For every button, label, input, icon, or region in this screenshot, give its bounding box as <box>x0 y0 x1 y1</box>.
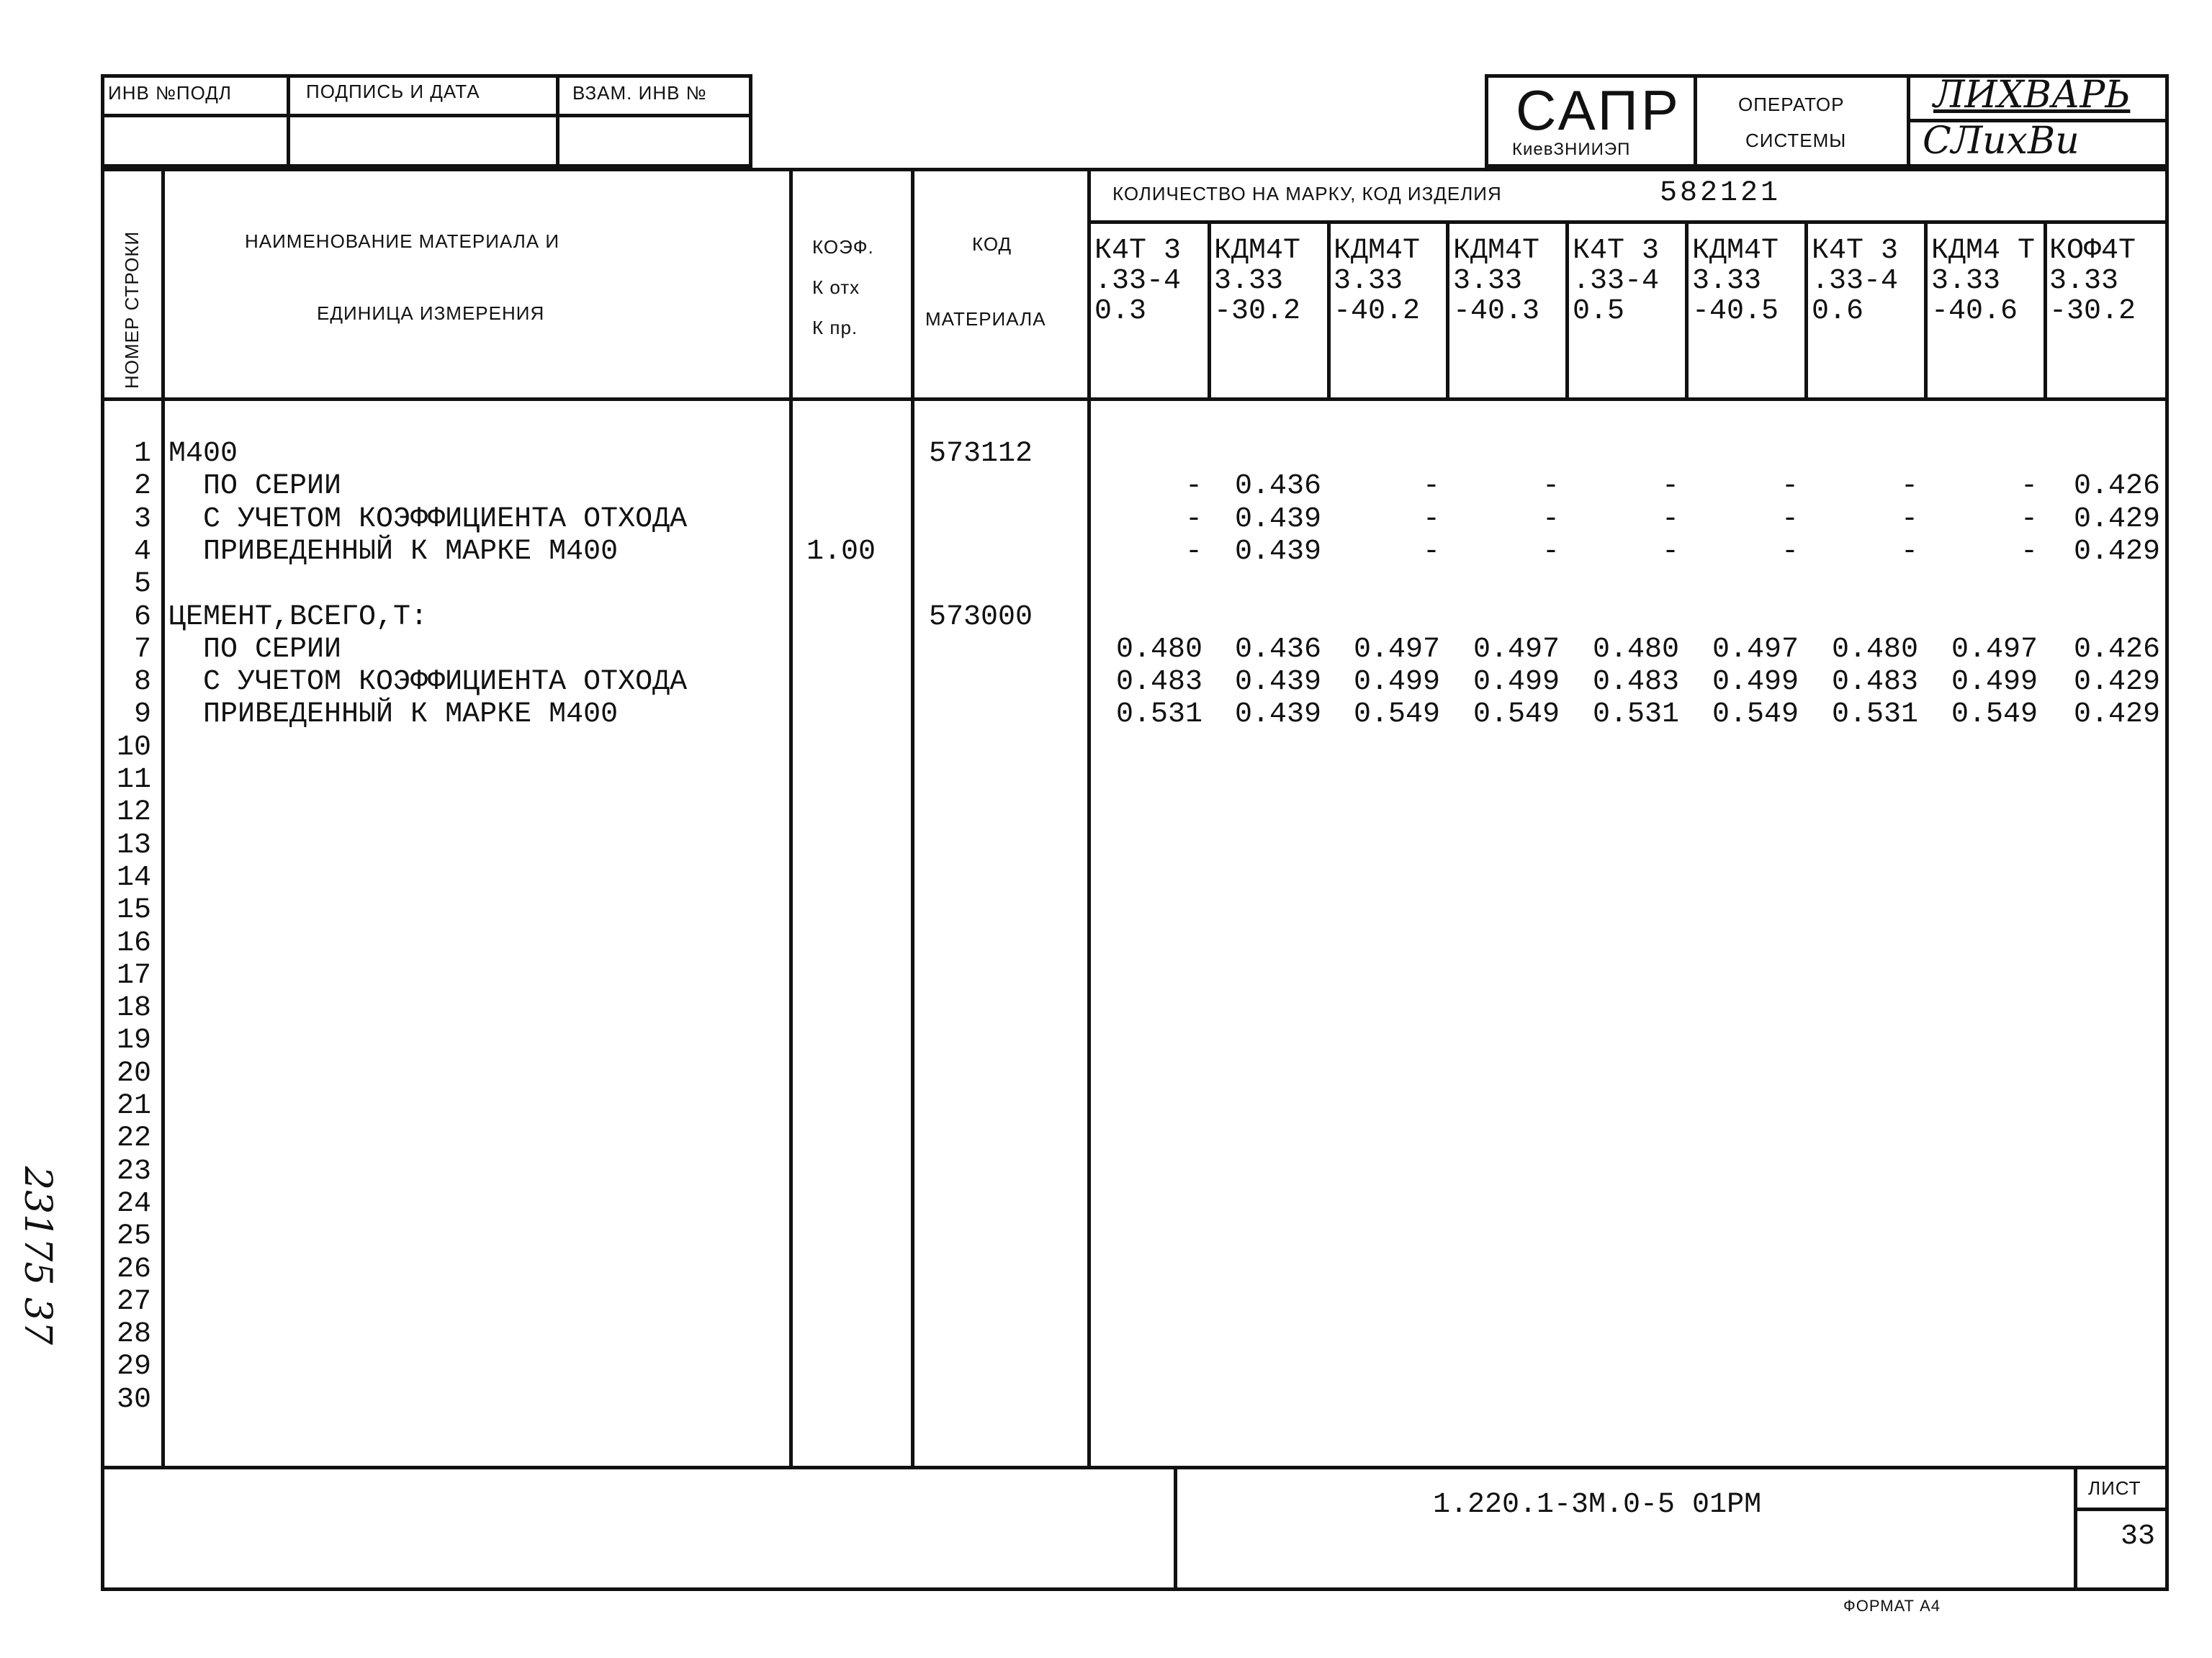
material-name: ЦЕМЕНТ,ВСЕГО,Т: <box>168 600 428 634</box>
row-number: 19 <box>116 1024 151 1058</box>
row-number: 9 <box>133 698 151 731</box>
footer-sheet-label: ЛИСТ <box>2088 1477 2141 1499</box>
quantity-cell: - <box>1422 535 1440 568</box>
quantity-cell: 0.439 <box>1234 698 1321 731</box>
quantity-cell: 0.429 <box>2073 666 2160 699</box>
qty-header-divider <box>1087 220 2169 224</box>
material-name: М400 <box>168 438 238 470</box>
quantity-cell: 0.497 <box>1473 633 1560 666</box>
quantity-cell: - <box>1781 535 1799 568</box>
sapr-title: САПР <box>1516 78 1681 142</box>
row-number: 12 <box>116 796 151 829</box>
header-coef-line3: К пр. <box>812 317 858 338</box>
header-qty-label: КОЛИЧЕСТВО НА МАРКУ, КОД ИЗДЕЛИЯ <box>1112 183 1502 204</box>
quantity-cell: - <box>2020 503 2038 536</box>
row-number: 10 <box>116 731 151 764</box>
material-name: С УЧЕТОМ КОЭФФИЦИЕНТА ОТХОДА <box>168 503 688 536</box>
quantity-cell: 0.429 <box>2073 698 2160 731</box>
quantity-cell: 0.549 <box>1712 698 1799 731</box>
quantity-cell: - <box>1661 503 1679 536</box>
row-number: 3 <box>133 503 151 536</box>
quantity-cell: 0.531 <box>1831 698 1918 731</box>
quantity-cell: - <box>1422 470 1440 503</box>
sapr-operator-name: ЛИХВАРЬ <box>1933 73 2131 117</box>
row-number: 16 <box>116 927 151 960</box>
sapr-org: КиевЗНИИЭП <box>1512 140 1631 159</box>
header-bottom-line <box>101 397 2169 401</box>
quantity-cell: 0.549 <box>1353 698 1440 731</box>
quantity-cell: 0.436 <box>1234 470 1321 503</box>
row-number: 29 <box>116 1351 151 1384</box>
product-column-heading: КДМ4Т 3.33 -30.2 <box>1214 235 1301 328</box>
row-number: 7 <box>133 633 151 666</box>
quantity-cell: 0.439 <box>1234 503 1321 536</box>
footer-format: ФОРМАТ А4 <box>1843 1597 1941 1615</box>
quantity-cell: - <box>2020 470 2038 503</box>
footer-divider-2 <box>2074 1466 2077 1591</box>
product-column-heading: К4Т 3 .33-4 0.5 <box>1573 235 1660 328</box>
prod-col-divider-4 <box>1565 220 1569 397</box>
sapr-operator-label-2: СИСТЕМЫ <box>1745 130 1847 151</box>
col-divider-rowno <box>161 168 165 1469</box>
product-column-heading: КДМ4Т 3.33 -40.3 <box>1453 235 1540 328</box>
row-number: 28 <box>116 1318 151 1351</box>
quantity-cell: 0.531 <box>1115 698 1202 731</box>
quantity-cell: 0.531 <box>1592 698 1679 731</box>
prod-col-divider-8 <box>2044 220 2047 397</box>
material-name: ПО СЕРИИ <box>168 633 342 666</box>
stamp-signature-date-label: ПОДПИСЬ И ДАТА <box>306 81 480 102</box>
product-column-heading: КДМ4Т 3.33 -40.2 <box>1334 235 1421 328</box>
row-number: 26 <box>116 1253 151 1286</box>
row-number: 4 <box>133 535 151 568</box>
prod-col-divider-6 <box>1804 220 1808 397</box>
row-number: 5 <box>133 568 151 601</box>
quantity-cell: 0.549 <box>1473 698 1560 731</box>
footer-divider-1 <box>1174 1466 1177 1591</box>
header-product-code: 582121 <box>1660 177 1781 209</box>
quantity-cell: - <box>1542 535 1560 568</box>
row-number: 8 <box>133 666 151 699</box>
quantity-cell: 0.497 <box>1712 633 1799 666</box>
stamp-col-divider-1 <box>287 74 290 168</box>
quantity-cell: 0.497 <box>1951 633 2038 666</box>
prod-col-divider-7 <box>1924 220 1928 397</box>
row-number: 23 <box>116 1155 151 1188</box>
quantity-cell: - <box>1422 503 1440 536</box>
material-name: С УЧЕТОМ КОЭФФИЦИЕНТА ОТХОДА <box>168 666 688 699</box>
quantity-cell: 0.480 <box>1592 633 1679 666</box>
quantity-cell: 0.436 <box>1234 633 1321 666</box>
header-coef-line1: КОЭФ. <box>812 236 874 258</box>
stamp-col-divider-2 <box>556 74 559 168</box>
quantity-cell: 0.439 <box>1234 666 1321 699</box>
footer-frame <box>101 1466 2169 1591</box>
sapr-operator-label-1: ОПЕРАТОР <box>1738 94 1845 115</box>
quantity-cell: - <box>1184 535 1202 568</box>
row-number: 1 <box>133 438 151 470</box>
quantity-cell: - <box>1184 470 1202 503</box>
quantity-cell: 0.426 <box>2073 470 2160 503</box>
header-code-line2: МАТЕРИАЛА <box>925 308 1046 330</box>
quantity-cell: 0.499 <box>1353 666 1440 699</box>
quantity-cell: - <box>1900 503 1918 536</box>
header-coef-line2: К отх <box>812 276 860 298</box>
quantity-cell: - <box>1900 470 1918 503</box>
side-note: 23175 37 <box>16 1166 59 1346</box>
col-divider-coef <box>911 168 914 1469</box>
prod-col-divider-2 <box>1327 220 1331 397</box>
material-name: ПРИВЕДЕННЫЙ К МАРКЕ М400 <box>168 535 619 568</box>
quantity-cell: 0.429 <box>2073 503 2160 536</box>
quantity-cell: - <box>1661 535 1679 568</box>
row-number: 17 <box>116 959 151 992</box>
quantity-cell: 0.483 <box>1831 666 1918 699</box>
row-number: 2 <box>133 470 151 503</box>
footer-doc-code: 1.220.1-3М.0-5 01РМ <box>1433 1489 1762 1521</box>
row-number: 14 <box>116 861 151 894</box>
row-number: 22 <box>116 1122 151 1155</box>
row-number: 25 <box>116 1220 151 1253</box>
row-number: 13 <box>116 829 151 862</box>
row-number: 27 <box>116 1285 151 1318</box>
quantity-cell: - <box>2020 535 2038 568</box>
prod-col-divider-3 <box>1446 220 1449 397</box>
quantity-cell: 0.499 <box>1951 666 2038 699</box>
quantity-cell: 0.429 <box>2073 535 2160 568</box>
footer-sheet-number: 33 <box>2121 1520 2156 1553</box>
stamp-divider <box>101 114 752 117</box>
quantity-cell: - <box>1781 470 1799 503</box>
col-divider-name <box>789 168 793 1469</box>
main-table <box>101 168 2169 1469</box>
quantity-cell: 0.499 <box>1473 666 1560 699</box>
header-name-line1: НАИМЕНОВАНИЕ МАТЕРИАЛА И <box>245 230 560 252</box>
quantity-cell: 0.483 <box>1115 666 1202 699</box>
row-number: 18 <box>116 992 151 1025</box>
quantity-cell: 0.497 <box>1353 633 1440 666</box>
product-column-heading: КОФ4Т 3.33 -30.2 <box>2049 235 2136 328</box>
product-column-heading: К4Т 3 .33-4 0.3 <box>1094 235 1182 328</box>
quantity-cell: 0.439 <box>1234 535 1321 568</box>
row-number: 6 <box>133 600 151 634</box>
quantity-cell: 0.480 <box>1831 633 1918 666</box>
quantity-cell: 0.499 <box>1712 666 1799 699</box>
header-name-line2: ЕДИНИЦА ИЗМЕРЕНИЯ <box>317 302 545 324</box>
quantity-cell: 0.549 <box>1951 698 2038 731</box>
row-number: 30 <box>116 1383 151 1416</box>
coefficient-value: 1.00 <box>806 535 876 568</box>
footer-divider-3 <box>2074 1508 2169 1511</box>
quantity-cell: - <box>1542 470 1560 503</box>
row-number: 11 <box>116 764 151 796</box>
quantity-cell: - <box>1542 503 1560 536</box>
row-number: 20 <box>116 1057 151 1090</box>
row-number: 15 <box>116 894 151 927</box>
row-number: 24 <box>116 1187 151 1220</box>
quantity-cell: - <box>1781 503 1799 536</box>
product-column-heading: К4Т 3 .33-4 0.6 <box>1812 235 1899 328</box>
quantity-cell: - <box>1900 535 1918 568</box>
material-code: 573112 <box>929 438 1033 470</box>
product-column-heading: КДМ4 Т 3.33 -40.6 <box>1931 235 2036 328</box>
col-divider-code <box>1087 168 1091 1469</box>
quantity-cell: 0.483 <box>1592 666 1679 699</box>
stamp-inv-label: ИНВ №ПОДЛ <box>108 82 232 104</box>
row-number: 21 <box>116 1090 151 1122</box>
header-row-number: НОМЕР СТРОКИ <box>121 230 143 389</box>
sapr-divider-1 <box>1694 74 1697 168</box>
material-code: 573000 <box>929 600 1033 634</box>
prod-col-divider-5 <box>1685 220 1689 397</box>
quantity-cell: - <box>1184 503 1202 536</box>
product-column-heading: КДМ4Т 3.33 -40.5 <box>1692 235 1779 328</box>
quantity-cell: 0.480 <box>1115 633 1202 666</box>
header-code-line1: КОД <box>972 233 1012 255</box>
quantity-cell: 0.426 <box>2073 633 2160 666</box>
prod-col-divider-1 <box>1208 220 1211 397</box>
quantity-cell: - <box>1661 470 1679 503</box>
material-name: ПРИВЕДЕННЫЙ К МАРКЕ М400 <box>168 698 619 731</box>
sapr-operator-signature: СЛихВи <box>1923 120 2080 163</box>
material-name: ПО СЕРИИ <box>168 470 342 503</box>
stamp-replace-inv-label: ВЗАМ. ИНВ № <box>572 82 707 104</box>
